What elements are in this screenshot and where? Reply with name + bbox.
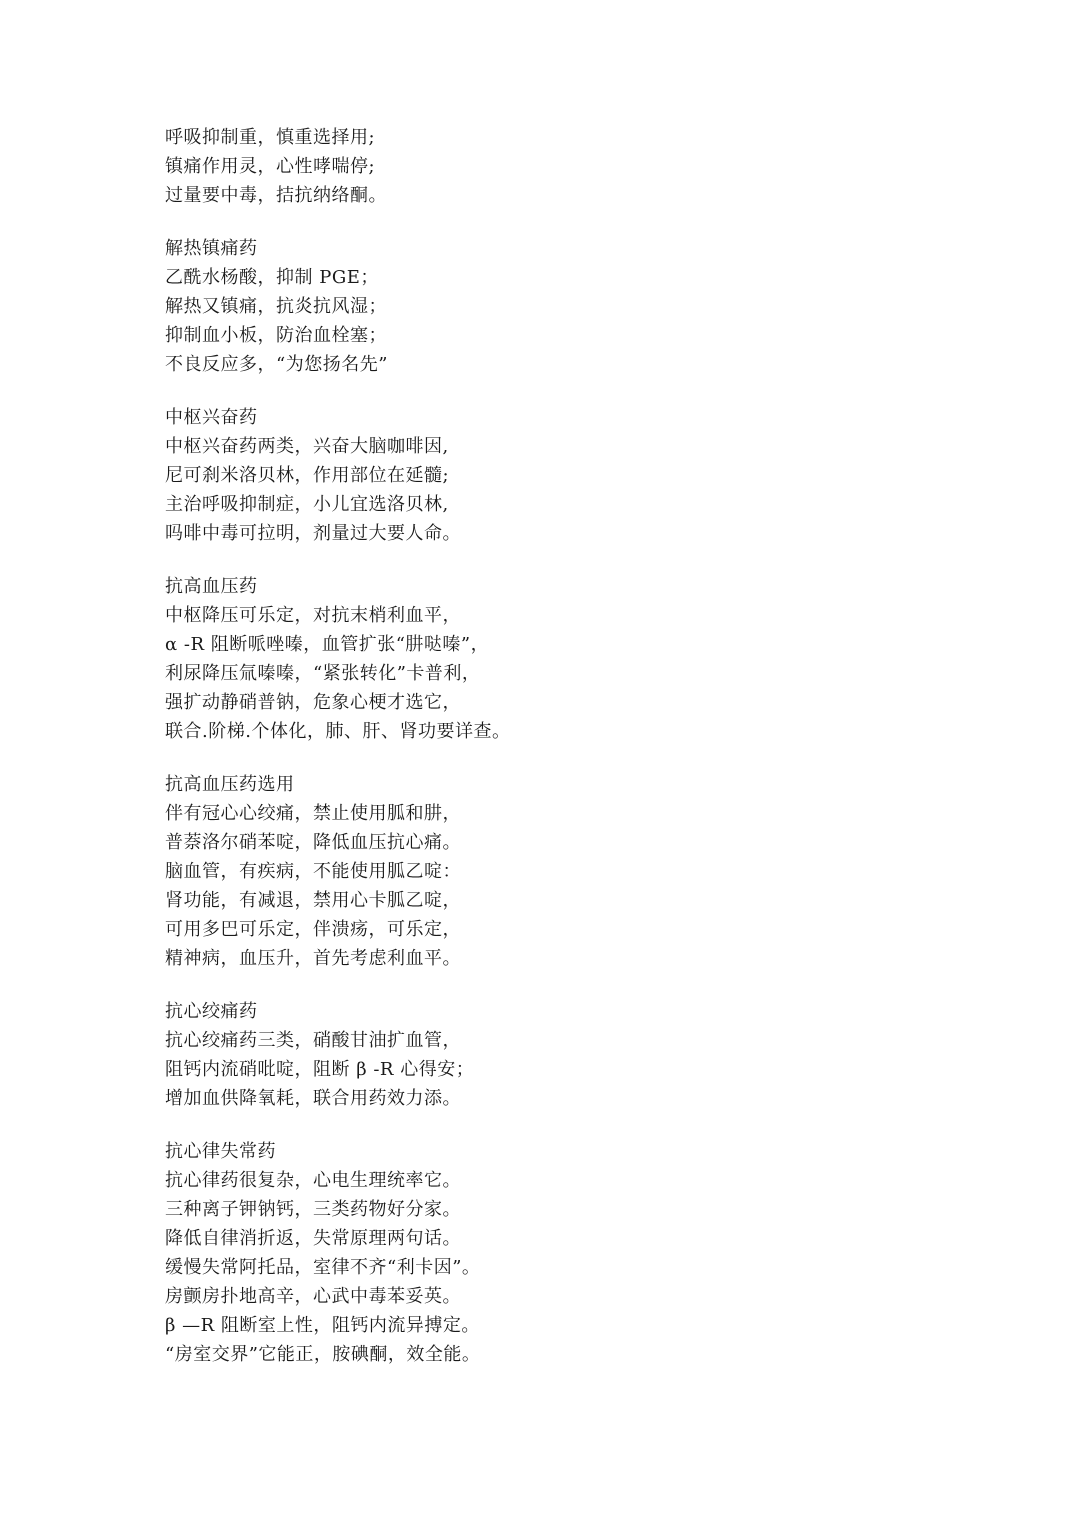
section-gap — [165, 548, 1025, 572]
section-title: 中枢兴奋药 — [165, 407, 258, 428]
section-title: 解热镇痛药 — [165, 238, 258, 259]
verse-line: 利尿降压氚嗪嗪，“紧张转化”卡普利， — [165, 663, 481, 684]
verse-line: 呼吸抑制重，慎重选择用; — [165, 127, 376, 148]
verse-line: 中枢兴奋药两类，兴奋大脑咖啡因, — [165, 436, 449, 457]
verse-line: 抗心绞痛药三类，硝酸甘油扩血管， — [165, 1030, 461, 1051]
poem-section — [165, 210, 1025, 379]
verse-line: 抑制血小板，防治血栓塞； — [165, 325, 387, 346]
document-page — [165, 123, 1025, 1369]
verse-line: 乙酰水杨酸，抑制 PGE； — [165, 267, 379, 288]
section-gap — [165, 1113, 1025, 1137]
verse-line: 三种离子钾钠钙，三类药物好分家。 — [165, 1199, 461, 1220]
verse-line: 肾功能，有减退，禁用心卡胍乙啶， — [165, 890, 461, 911]
verse-line: 脑血管，有疾病，不能使用胍乙啶： — [165, 861, 461, 882]
verse-line: α -R 阻断哌唑嗪，血管扩张“肼哒嗪”， — [165, 634, 490, 655]
verse-line: 可用多巴可乐定，伴溃疡，可乐定， — [165, 919, 461, 940]
section-title: 抗心律失常药 — [165, 1141, 276, 1162]
verse-line: 主治呼吸抑制症，小儿宜选洛贝林, — [165, 494, 449, 515]
verse-line: 过量要中毒，拮抗纳络酮。 — [165, 185, 387, 206]
verse-line: 伴有冠心心绞痛，禁止使用胍和肼， — [165, 803, 461, 824]
verse-line: 抗心律药很复杂，心电生理统率它。 — [165, 1170, 461, 1191]
verse-line: 镇痛作用灵，心性哮喘停; — [165, 156, 376, 177]
verse-line: 房颤房扑地高辛，心武中毒苯妥英。 — [165, 1286, 461, 1307]
poem-section — [165, 548, 1025, 746]
verse-line: 精神病，血压升，首先考虑利血平。 — [165, 948, 461, 969]
verse-line: 增加血供降氧耗，联合用药效力添。 — [165, 1088, 461, 1109]
poem-section — [165, 1113, 1025, 1369]
section-gap — [165, 746, 1025, 770]
verse-line: “房室交界”它能正，胺碘酮，效全能。 — [165, 1344, 481, 1365]
poem-section — [165, 379, 1025, 548]
verse-line: β —R 阻断室上性，阻钙内流异搏定。 — [165, 1315, 480, 1336]
verse-line: 尼可刹米洛贝林，作用部位在延髓; — [165, 465, 450, 486]
section-title: 抗心绞痛药 — [165, 1001, 258, 1022]
verse-line: 降低自律消折返，失常原理两句话。 — [165, 1228, 461, 1249]
verse-line: 不良反应多，“为您扬名先” — [165, 354, 388, 375]
poem-section — [165, 973, 1025, 1113]
verse-line: 中枢降压可乐定，对抗末梢利血平， — [165, 605, 461, 626]
poem-section — [165, 746, 1025, 973]
verse-line: 吗啡中毒可拉明，剂量过大要人命。 — [165, 523, 461, 544]
verse-line: 解热又镇痛，抗炎抗风湿； — [165, 296, 387, 317]
verse-line: 强扩动静硝普钠，危象心梗才选它， — [165, 692, 461, 713]
verse-line: 缓慢失常阿托品，室律不齐“利卡因”。 — [165, 1257, 481, 1278]
section-title: 抗高血压药选用 — [165, 774, 295, 795]
poem-section — [165, 123, 1025, 210]
verse-line: 阻钙内流硝吡啶，阻断 β -R 心得安； — [165, 1059, 475, 1080]
verse-line: 普萘洛尔硝苯啶，降低血压抗心痛。 — [165, 832, 461, 853]
section-gap — [165, 973, 1025, 997]
section-gap — [165, 210, 1025, 234]
section-title: 抗高血压药 — [165, 576, 258, 597]
verse-line: 联合.阶梯.个体化，肺、肝、肾功要详查。 — [165, 721, 511, 742]
section-gap — [165, 379, 1025, 403]
